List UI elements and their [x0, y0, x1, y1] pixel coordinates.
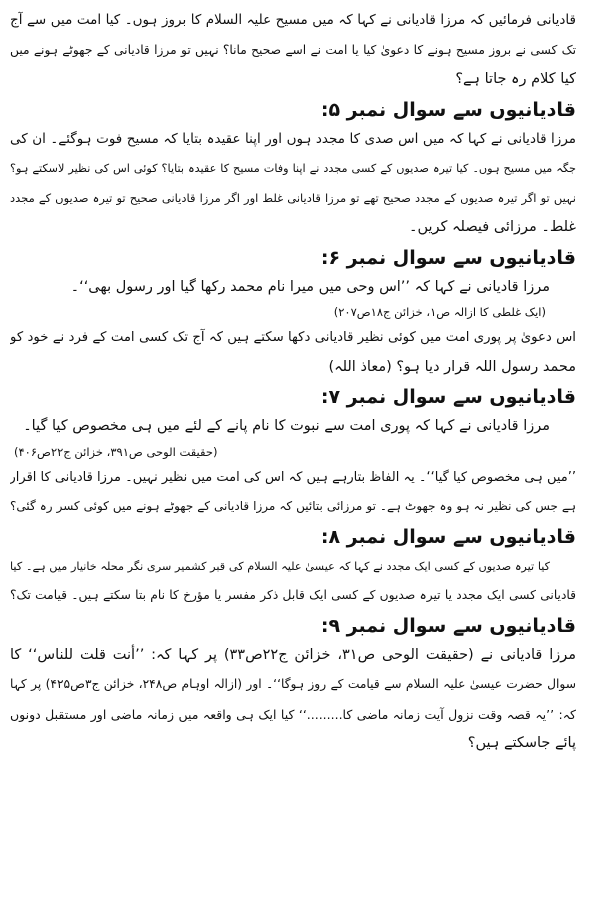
text-line: قادیانی فرمائیں کہ مرزا قادیانی نے کہا کہ میں مسیح علیہ السلام کا بروز ہوں۔ کیا امت میں سے آج [10, 12, 576, 28]
question-6-section [10, 243, 576, 383]
intro-paragraph [10, 6, 576, 95]
question-5-section [10, 95, 576, 243]
text-line: کیا کلام رہ جاتا ہے؟ [455, 71, 576, 87]
question-7-heading: قادیانیوں سے سوال نمبر ۷: [320, 386, 576, 408]
text-line: نہیں تو اگر تیرہ صدیوں کے مجدد صحیح تھے تو مرزا قادیانی غلط اور اگر مرزا قادیانی صحیح تو تیرہ صدیوں کے مجدد [10, 190, 576, 205]
question-9-section [10, 611, 576, 759]
reference-citation: (ایک غلطی کا ازالہ ص۱، خزائن ج۱۸ص۲۰۷) [333, 305, 546, 319]
text-line: پائے جاسکتے ہیں؟ [467, 735, 576, 751]
text-line: قادیانی کسی ایک مجدد یا تیرہ صدیوں کے کسی ایک قابل ذکر مفسر یا مؤرخ کا نام بتا سکتے ہیں۔ قیامت تک؟ [10, 588, 576, 602]
question-7-section [10, 382, 576, 522]
quote-line: مرزا قادیانی نے کہا کہ ’’اس وحی میں میرا نام محمد رکھا گیا اور رسول بھی‘‘۔ [70, 278, 550, 295]
quote-line: مرزا قادیانی نے کہا کہ پوری امت سے نبوت کا نام پانے کے لئے میں ہی مخصوص کیا گیا۔ [23, 418, 550, 434]
question-9-heading: قادیانیوں سے سوال نمبر ۹: [320, 614, 576, 637]
question-6-heading: قادیانیوں سے سوال نمبر ۶: [320, 246, 576, 269]
text-line: کیا تیرہ صدیوں کے کسی ایک مجدد نے کہا کہ عیسیٰ علیہ السلام کی قبر کشمیر سری نگر محلہ خانیار میں ہے۔ کیا [10, 559, 550, 573]
text-line: ’’میں ہی مخصوص کیا گیا‘‘۔ یہ الفاظ بتارہے ہیں کہ اس کی امت میں نظیر نہیں۔ مرزا قادیانی کا اقرار [10, 469, 576, 485]
text-line: ہے جس کی نظیر نہ ہو وہ جھوٹ ہے۔ تو مرزائی بتائیں کہ مرزا قادیانی کے جھوٹے ہونے میں کوئی کسر رہ گئی؟ [10, 499, 576, 513]
question-8-heading: قادیانیوں سے سوال نمبر ۸: [320, 525, 576, 548]
question-8-section [10, 522, 576, 611]
reference-citation: (حقیقت الوحی ص۳۹۱، خزائن ج۲۲ص۴۰۶) [14, 444, 218, 459]
text-line: غلط۔ مرزائی فیصلہ کریں۔ [408, 219, 576, 235]
text-line: کہ: ’’یہ قصہ وقت نزول آیت زمانہ ماضی کا.........‘‘ کیا ایک ہی واقعہ میں زمانہ ماضی اور مستقبل دونوں [10, 706, 576, 722]
text-line: تک کسی نے بروز مسیح ہونے کا دعویٰ کیا یا امت نے اسے صحیح مانا؟ نہیں تو مرزا قادیانی کے جھوٹے ہونے میں [10, 42, 576, 57]
text-line: جگہ میں مسیح ہوں۔ کیا تیرہ صدیوں کے کسی مجدد نے اپنا وفات مسیح کا عقیدہ بتایا؟ کوئی اس کی نظیر لاسکتے ہو؟ [10, 162, 576, 175]
text-line: مرزا قادیانی نے کہا کہ میں اس صدی کا مجدد ہوں اور اپنا عقیدہ بتایا کہ مسیح فوت ہوگئے۔ ان کی [10, 130, 576, 147]
text-line: سوال حضرت عیسیٰ علیہ السلام سے قیامت کے روز ہوگا‘‘۔ اور (ازالہ اوہام ص۲۴۸، خزائن ج۳ص۴۲۵) پر کہا [10, 677, 576, 691]
question-5-heading: قادیانیوں سے سوال نمبر ۵: [320, 98, 576, 121]
text-line: اس دعویٰ پر پوری امت میں کوئی نظیر قادیانی دکھا سکتے ہیں کہ آج تک کسی امت کے فرد نے خود کو [10, 330, 576, 345]
text-line: محمد رسول اللہ قرار دیا ہو؟ (معاذ اللہ) [328, 358, 576, 375]
text-line: مرزا قادیانی نے (حقیقت الوحی ص۳۱، خزائن ج۲۲ص۳۳) پر کہا کہ: ’’أنت قلت للناس‘‘ کا [10, 646, 576, 663]
